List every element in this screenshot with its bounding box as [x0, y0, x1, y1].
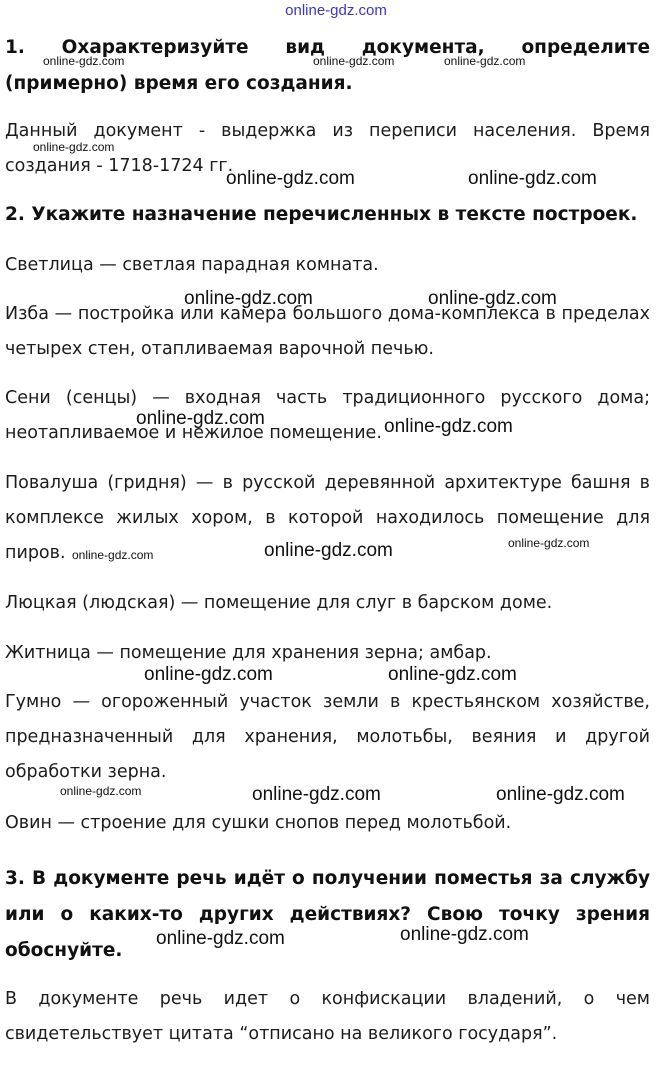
watermark: online-gdz.com: [60, 784, 142, 798]
building-definition-svetlitsa: Светлица — светлая парадная комната.: [5, 255, 379, 275]
watermark: online-gdz.com: [388, 664, 517, 685]
building-definition-ovin: Овин — строение для сушки снопов перед молотьбой.: [5, 813, 512, 833]
building-definition-gumno: Гумно — огороженный участок земли в крестьянском хозяйстве, предназначенный для хранения, молотьбы, веяния и другой обработки зерна.: [5, 692, 650, 782]
watermark: online-gdz.com: [144, 664, 273, 685]
watermark: online-gdz.com: [156, 928, 285, 949]
watermark: online-gdz.com: [496, 784, 625, 805]
watermark: online-gdz.com: [252, 784, 381, 805]
header-watermark: online-gdz.com: [285, 2, 387, 19]
building-definition-zhitnitsa: Житница — помещение для хранения зерна; амбар.: [5, 643, 492, 663]
watermark: online-gdz.com: [43, 54, 125, 68]
building-definition-seni: Сени (сенцы) — входная часть традиционного русского дома; неотапливаемое и нежилое помещение.: [5, 388, 650, 443]
question-3-heading: 3. В документе речь идёт о получении поместья за службу или о каких-то других действиях? Свою точку зрения обоснуйте.: [5, 868, 650, 961]
watermark: online-gdz.com: [384, 416, 513, 437]
watermark: online-gdz.com: [33, 140, 115, 154]
watermark: online-gdz.com: [264, 540, 393, 561]
watermark: online-gdz.com: [444, 54, 526, 68]
building-definition-izba: Изба — постройка или камера большого дома-комплекса в пределах четырех стен, отапливаемая варочной печью.: [5, 304, 650, 359]
watermark: online-gdz.com: [313, 54, 395, 68]
watermark: online-gdz.com: [72, 548, 154, 562]
watermark: online-gdz.com: [226, 168, 355, 189]
question-2-heading: 2. Укажите назначение перечисленных в тексте построек.: [5, 204, 638, 225]
building-definition-povalusha: Повалуша (гридня) — в русской деревянной архитектуре башня в комплексе жилых хором, в которой находилось помещение для пиров.: [5, 473, 650, 563]
watermark: online-gdz.com: [400, 924, 529, 945]
watermark: online-gdz.com: [136, 408, 265, 429]
watermark: online-gdz.com: [428, 288, 557, 309]
question-3-answer: В документе речь идет о конфискации владений, о чем свидетельствует цитата “отписано на великого государя”.: [5, 989, 650, 1044]
watermark: online-gdz.com: [184, 288, 313, 309]
watermark: online-gdz.com: [508, 536, 590, 550]
question-1-answer: Данный документ - выдержка из переписи населения. Время создания - 1718-1724 гг.: [5, 121, 650, 176]
building-definition-lyutskaya: Люцкая (людская) — помещение для слуг в барском доме.: [5, 593, 553, 613]
question-1-heading: 1. Охарактеризуйте вид документа, определите (примерно) время его создания.: [5, 37, 650, 94]
watermark: online-gdz.com: [468, 168, 597, 189]
